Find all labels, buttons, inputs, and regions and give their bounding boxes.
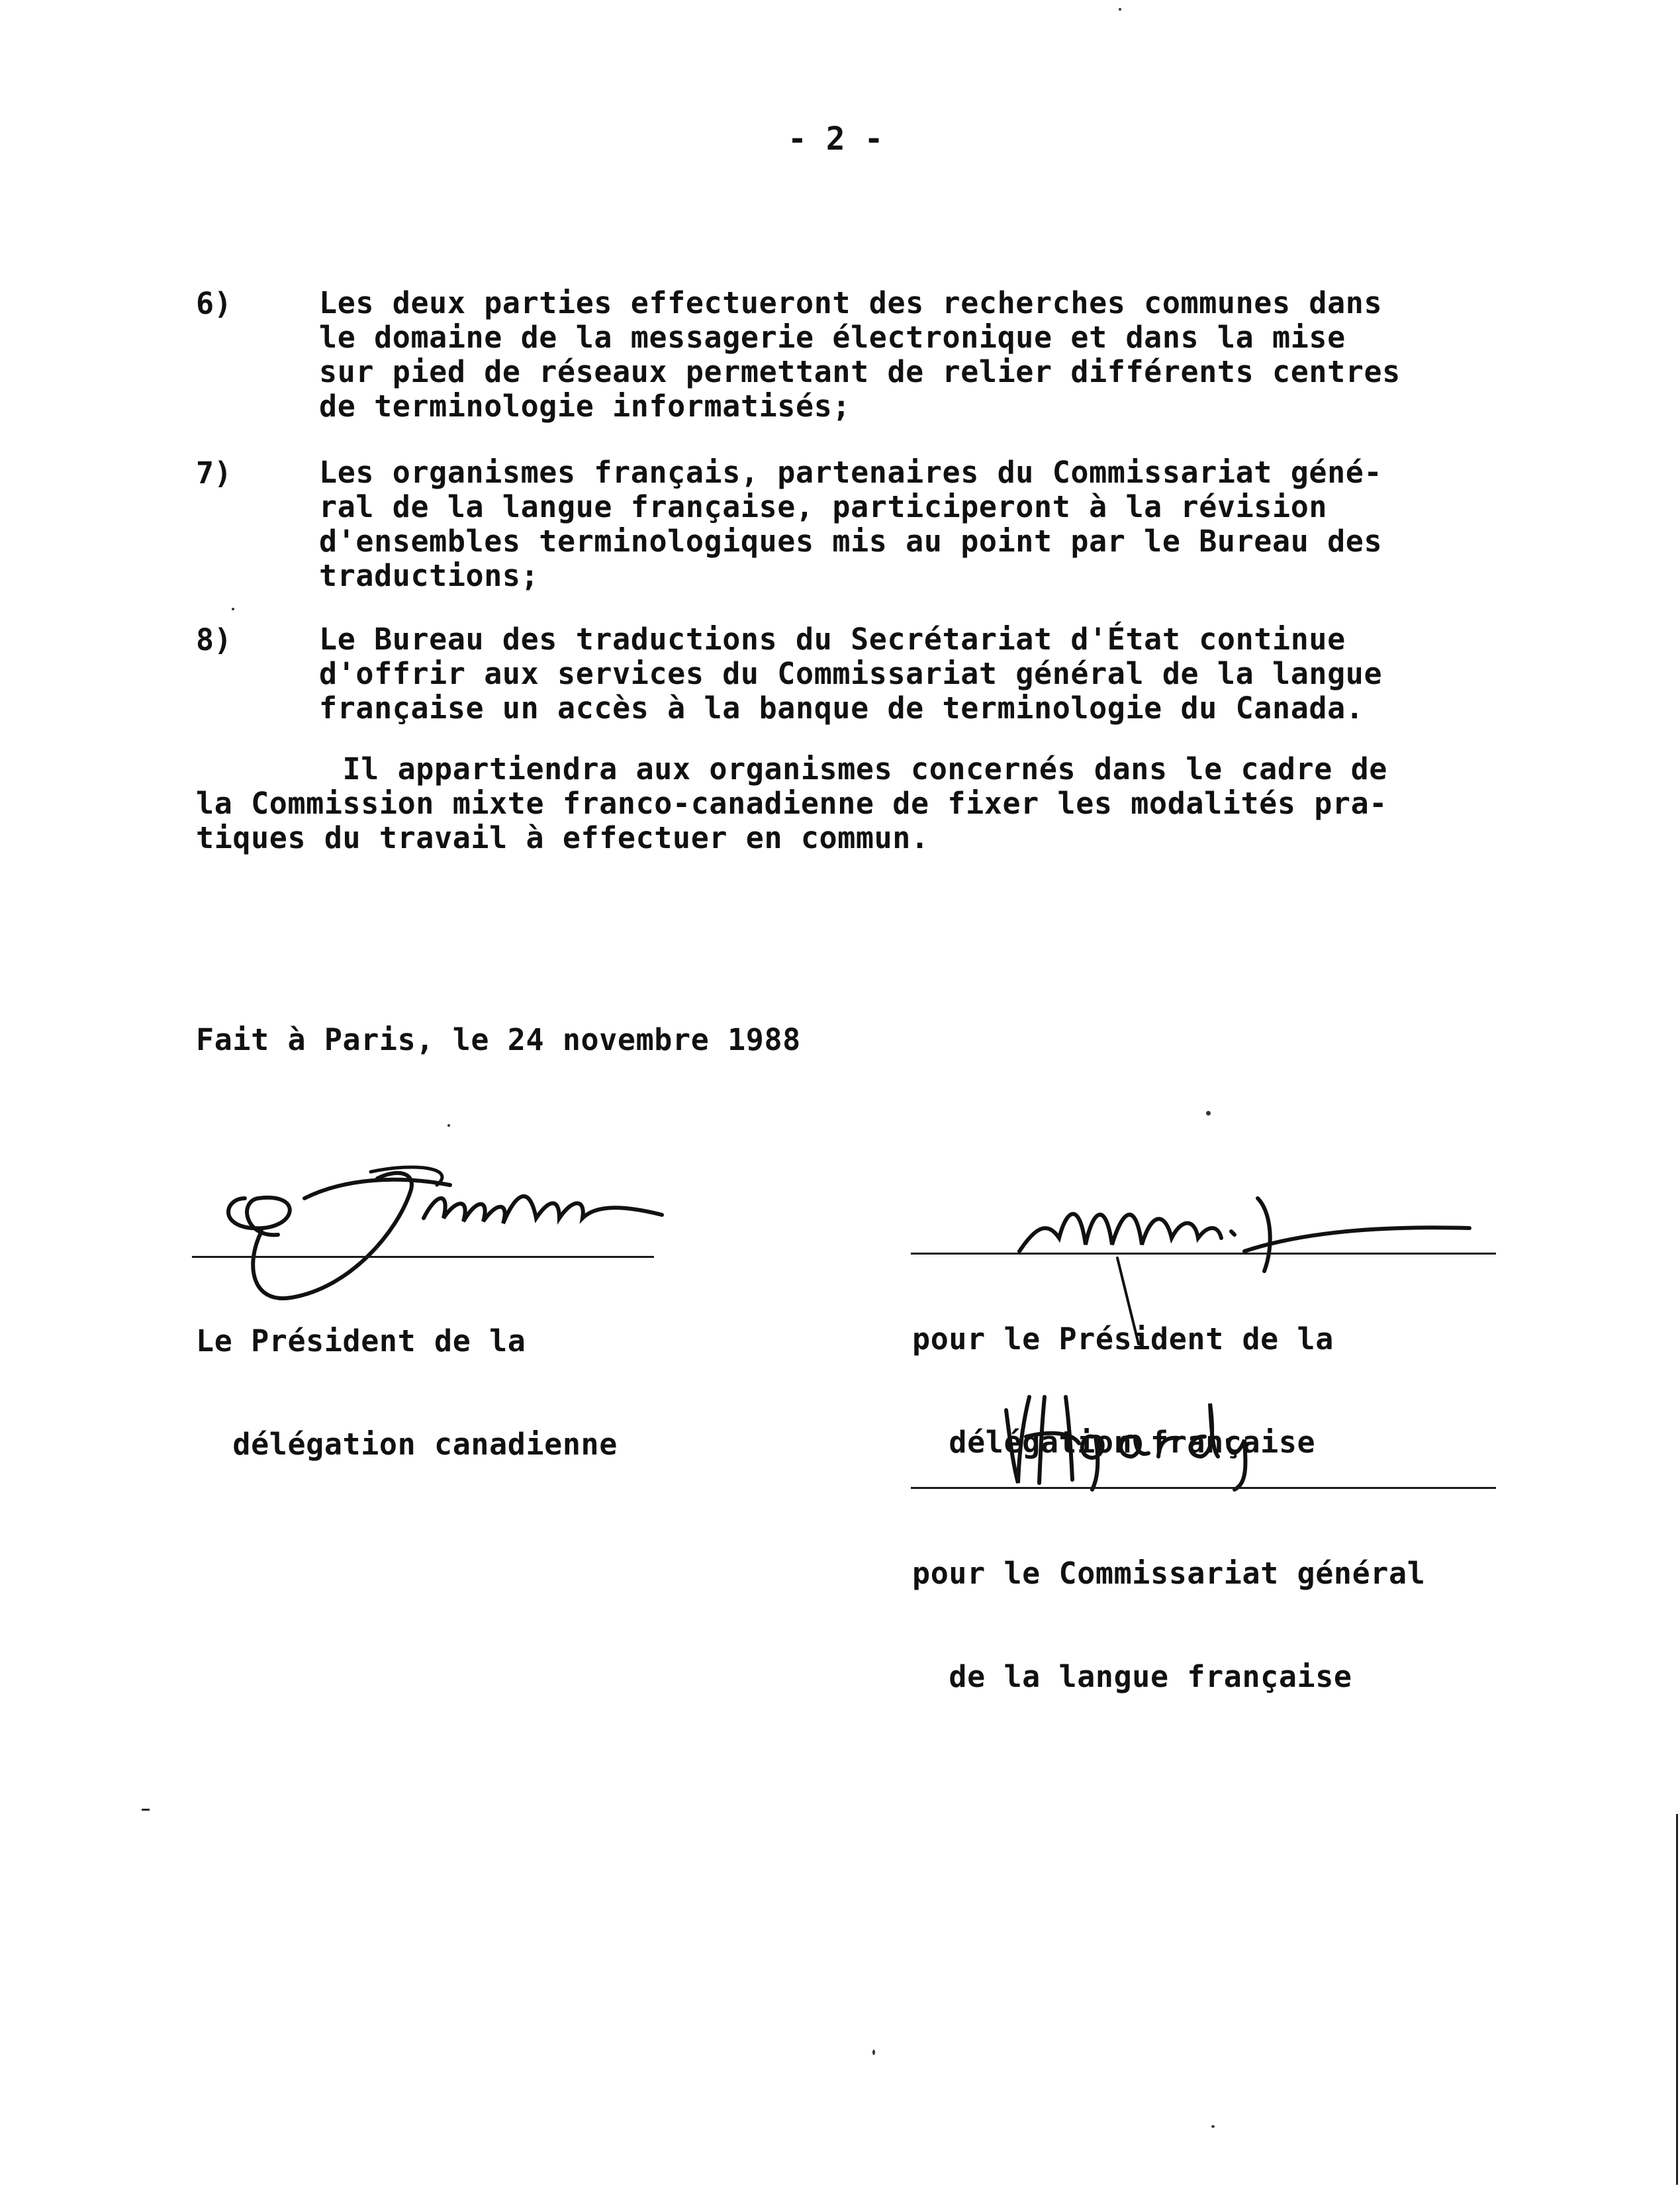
- text-line: Les organismes français, partenaires du Commissariat géné-: [319, 455, 1383, 490]
- text-line: Les deux parties effectueront des recherches communes dans: [319, 285, 1383, 320]
- text-line: de terminologie informatisés;: [319, 389, 851, 424]
- scan-speck: [1211, 2125, 1215, 2128]
- text-line: sur pied de réseaux permettant de relier différents centres: [319, 354, 1401, 389]
- list-item-text: [319, 455, 1382, 593]
- scan-speck: [1206, 1111, 1211, 1116]
- signatory-label-line: Le Président de la: [196, 1323, 526, 1359]
- signatory-label: [196, 1255, 618, 1531]
- text-line: Il appartiendra aux organismes concernés dans le cadre de: [196, 751, 1387, 787]
- date-line: Fait à Paris, le 24 novembre 1988: [196, 1022, 801, 1057]
- list-item-text: [319, 622, 1382, 726]
- text-line: la Commission mixte franco-canadienne de fixer les modalités pra-: [196, 786, 1387, 821]
- text-line: le domaine de la messagerie électronique et dans la mise: [319, 320, 1346, 355]
- signatory-label-line: pour le Président de la: [912, 1321, 1334, 1357]
- scan-speck: [447, 1124, 450, 1127]
- closing-paragraph: [196, 752, 1387, 855]
- handwritten-signature: [1000, 1384, 1278, 1496]
- signatory-label-line: de la langue française: [912, 1659, 1352, 1694]
- list-item-number: 7): [196, 455, 232, 491]
- list-item-number: 6): [196, 286, 232, 321]
- text-line: tiques du travail à effectuer en commun.: [196, 820, 929, 855]
- text-line: traductions;: [319, 558, 539, 593]
- signatory-label-line: délégation française: [912, 1425, 1316, 1460]
- text-line: d'offrir aux services du Commissariat général de la langue: [319, 656, 1383, 691]
- scan-edge-mark: [1676, 1814, 1678, 2185]
- scan-edge-mark: [142, 1809, 150, 1811]
- list-item-text: [319, 286, 1401, 424]
- page-number: - 2 -: [788, 120, 884, 158]
- list-item-number: 8): [196, 622, 232, 657]
- signatory-label-line: délégation canadienne: [196, 1427, 618, 1462]
- text-line: d'ensembles terminologiques mis au point par le Bureau des: [319, 524, 1383, 559]
- text-line: Le Bureau des traductions du Secrétariat d'État continue: [319, 622, 1346, 657]
- text-line: ral de la langue française, participeront à la révision: [319, 489, 1328, 524]
- scan-speck: [1119, 8, 1121, 11]
- scan-speck: [232, 608, 234, 610]
- text-line: française un accès à la banque de terminologie du Canada.: [319, 691, 1364, 726]
- signatory-label: [912, 1488, 1425, 1763]
- scan-speck: [872, 2050, 875, 2055]
- signatory-label-line: pour le Commissariat général: [912, 1556, 1426, 1591]
